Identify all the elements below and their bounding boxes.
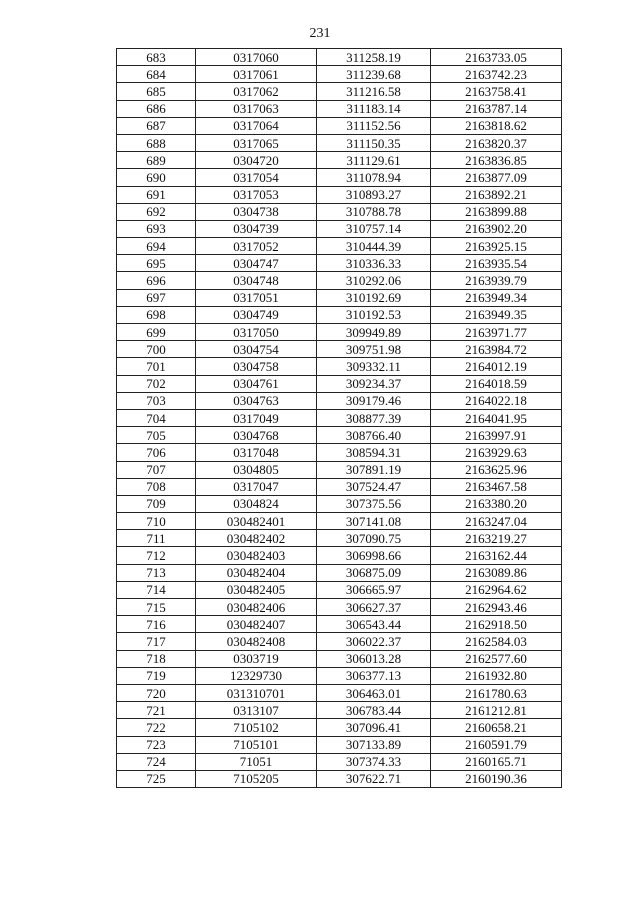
row-number-cell: 692: [117, 203, 196, 220]
point-id-cell: 0317065: [196, 134, 317, 151]
row-number-cell: 689: [117, 152, 196, 169]
x-coordinate-cell: 311129.61: [317, 152, 431, 169]
row-number-cell: 703: [117, 392, 196, 409]
y-coordinate-cell: 2163380.20: [431, 495, 562, 512]
point-id-cell: 0304749: [196, 306, 317, 323]
x-coordinate-cell: 309179.46: [317, 392, 431, 409]
point-id-cell: 0317063: [196, 100, 317, 117]
y-coordinate-cell: 2163935.54: [431, 255, 562, 272]
x-coordinate-cell: 307375.56: [317, 495, 431, 512]
y-coordinate-cell: 2161780.63: [431, 684, 562, 701]
y-coordinate-cell: 2160190.36: [431, 770, 562, 787]
y-coordinate-cell: 2163939.79: [431, 272, 562, 289]
y-coordinate-cell: 2163929.63: [431, 444, 562, 461]
row-number-cell: 719: [117, 667, 196, 684]
point-id-cell: 0304805: [196, 461, 317, 478]
coordinates-table: [116, 48, 562, 788]
y-coordinate-cell: 2163984.72: [431, 341, 562, 358]
x-coordinate-cell: 307096.41: [317, 719, 431, 736]
row-number-cell: 699: [117, 324, 196, 341]
table-row: [117, 427, 562, 444]
table-row: [117, 495, 562, 512]
x-coordinate-cell: 307622.71: [317, 770, 431, 787]
point-id-cell: 030482402: [196, 530, 317, 547]
x-coordinate-cell: 307524.47: [317, 478, 431, 495]
point-id-cell: 0317049: [196, 409, 317, 426]
x-coordinate-cell: 309234.37: [317, 375, 431, 392]
point-id-cell: 0304748: [196, 272, 317, 289]
point-id-cell: 0303719: [196, 650, 317, 667]
row-number-cell: 705: [117, 427, 196, 444]
y-coordinate-cell: 2163625.96: [431, 461, 562, 478]
y-coordinate-cell: 2163899.88: [431, 203, 562, 220]
y-coordinate-cell: 2162584.03: [431, 633, 562, 650]
row-number-cell: 721: [117, 702, 196, 719]
y-coordinate-cell: 2163247.04: [431, 513, 562, 530]
table-row: [117, 255, 562, 272]
row-number-cell: 702: [117, 375, 196, 392]
x-coordinate-cell: 311258.19: [317, 49, 431, 66]
y-coordinate-cell: 2160165.71: [431, 753, 562, 770]
point-id-cell: 7105205: [196, 770, 317, 787]
row-number-cell: 706: [117, 444, 196, 461]
y-coordinate-cell: 2163219.27: [431, 530, 562, 547]
table-row: [117, 684, 562, 701]
row-number-cell: 693: [117, 220, 196, 237]
table-row: [117, 478, 562, 495]
point-id-cell: 0317062: [196, 83, 317, 100]
x-coordinate-cell: 306463.01: [317, 684, 431, 701]
table-row: [117, 203, 562, 220]
table-row: [117, 616, 562, 633]
y-coordinate-cell: 2163902.20: [431, 220, 562, 237]
y-coordinate-cell: 2162964.62: [431, 581, 562, 598]
y-coordinate-cell: 2163742.23: [431, 66, 562, 83]
y-coordinate-cell: 2163997.91: [431, 427, 562, 444]
point-id-cell: 0304747: [196, 255, 317, 272]
point-id-cell: 12329730: [196, 667, 317, 684]
x-coordinate-cell: 310292.06: [317, 272, 431, 289]
y-coordinate-cell: 2163949.34: [431, 289, 562, 306]
x-coordinate-cell: 311152.56: [317, 117, 431, 134]
x-coordinate-cell: 307374.33: [317, 753, 431, 770]
row-number-cell: 704: [117, 409, 196, 426]
table-row: [117, 272, 562, 289]
table-row: [117, 186, 562, 203]
x-coordinate-cell: 308594.31: [317, 444, 431, 461]
point-id-cell: 0304720: [196, 152, 317, 169]
x-coordinate-cell: 310757.14: [317, 220, 431, 237]
x-coordinate-cell: 311150.35: [317, 134, 431, 151]
point-id-cell: 0304768: [196, 427, 317, 444]
y-coordinate-cell: 2164022.18: [431, 392, 562, 409]
point-id-cell: 0317061: [196, 66, 317, 83]
row-number-cell: 694: [117, 238, 196, 255]
point-id-cell: 0304763: [196, 392, 317, 409]
table-row: [117, 220, 562, 237]
table-row: [117, 117, 562, 134]
x-coordinate-cell: 310788.78: [317, 203, 431, 220]
row-number-cell: 683: [117, 49, 196, 66]
x-coordinate-cell: 307090.75: [317, 530, 431, 547]
table-row: [117, 753, 562, 770]
point-id-cell: 0317060: [196, 49, 317, 66]
y-coordinate-cell: 2164012.19: [431, 358, 562, 375]
point-id-cell: 0317064: [196, 117, 317, 134]
y-coordinate-cell: 2162918.50: [431, 616, 562, 633]
table-row: [117, 134, 562, 151]
table-row: [117, 152, 562, 169]
point-id-cell: 0317047: [196, 478, 317, 495]
row-number-cell: 700: [117, 341, 196, 358]
x-coordinate-cell: 306875.09: [317, 564, 431, 581]
table-row: [117, 547, 562, 564]
table-row: [117, 306, 562, 323]
y-coordinate-cell: 2163836.85: [431, 152, 562, 169]
x-coordinate-cell: 306543.44: [317, 616, 431, 633]
row-number-cell: 697: [117, 289, 196, 306]
y-coordinate-cell: 2164018.59: [431, 375, 562, 392]
row-number-cell: 711: [117, 530, 196, 547]
x-coordinate-cell: 310336.33: [317, 255, 431, 272]
x-coordinate-cell: 308766.40: [317, 427, 431, 444]
table-row: [117, 289, 562, 306]
point-id-cell: 0317053: [196, 186, 317, 203]
x-coordinate-cell: 306627.37: [317, 599, 431, 616]
row-number-cell: 685: [117, 83, 196, 100]
table-row: [117, 564, 562, 581]
point-id-cell: 0304739: [196, 220, 317, 237]
x-coordinate-cell: 311216.58: [317, 83, 431, 100]
row-number-cell: 701: [117, 358, 196, 375]
table-row: [117, 581, 562, 598]
point-id-cell: 030482408: [196, 633, 317, 650]
y-coordinate-cell: 2163877.09: [431, 169, 562, 186]
row-number-cell: 698: [117, 306, 196, 323]
row-number-cell: 687: [117, 117, 196, 134]
point-id-cell: 0304758: [196, 358, 317, 375]
point-id-cell: 7105102: [196, 719, 317, 736]
point-id-cell: 0317048: [196, 444, 317, 461]
row-number-cell: 720: [117, 684, 196, 701]
y-coordinate-cell: 2162577.60: [431, 650, 562, 667]
row-number-cell: 718: [117, 650, 196, 667]
row-number-cell: 716: [117, 616, 196, 633]
point-id-cell: 030482407: [196, 616, 317, 633]
table-row: [117, 461, 562, 478]
point-id-cell: 7105101: [196, 736, 317, 753]
y-coordinate-cell: 2163089.86: [431, 564, 562, 581]
table-row: [117, 238, 562, 255]
row-number-cell: 725: [117, 770, 196, 787]
page-number: 231: [309, 26, 331, 41]
table-row: [117, 719, 562, 736]
row-number-cell: 709: [117, 495, 196, 512]
table-row: [117, 702, 562, 719]
row-number-cell: 690: [117, 169, 196, 186]
y-coordinate-cell: 2162943.46: [431, 599, 562, 616]
table-row: [117, 633, 562, 650]
row-number-cell: 712: [117, 547, 196, 564]
table-row: [117, 341, 562, 358]
x-coordinate-cell: 309332.11: [317, 358, 431, 375]
row-number-cell: 724: [117, 753, 196, 770]
table-row: [117, 83, 562, 100]
table-row: [117, 375, 562, 392]
x-coordinate-cell: 306783.44: [317, 702, 431, 719]
row-number-cell: 713: [117, 564, 196, 581]
x-coordinate-cell: 310192.69: [317, 289, 431, 306]
point-id-cell: 0304738: [196, 203, 317, 220]
x-coordinate-cell: 310444.39: [317, 238, 431, 255]
table-row: [117, 513, 562, 530]
x-coordinate-cell: 310192.53: [317, 306, 431, 323]
point-id-cell: 030482403: [196, 547, 317, 564]
y-coordinate-cell: 2163162.44: [431, 547, 562, 564]
x-coordinate-cell: 310893.27: [317, 186, 431, 203]
y-coordinate-cell: 2163820.37: [431, 134, 562, 151]
x-coordinate-cell: 307133.89: [317, 736, 431, 753]
x-coordinate-cell: 306998.66: [317, 547, 431, 564]
row-number-cell: 696: [117, 272, 196, 289]
row-number-cell: 686: [117, 100, 196, 117]
x-coordinate-cell: 311078.94: [317, 169, 431, 186]
row-number-cell: 684: [117, 66, 196, 83]
row-number-cell: 688: [117, 134, 196, 151]
x-coordinate-cell: 306665.97: [317, 581, 431, 598]
point-id-cell: 0304824: [196, 495, 317, 512]
table-row: [117, 736, 562, 753]
table-row: [117, 599, 562, 616]
table-row: [117, 358, 562, 375]
table-row: [117, 324, 562, 341]
point-id-cell: 0304754: [196, 341, 317, 358]
table-row: [117, 650, 562, 667]
row-number-cell: 695: [117, 255, 196, 272]
point-id-cell: 030482401: [196, 513, 317, 530]
row-number-cell: 715: [117, 599, 196, 616]
x-coordinate-cell: 309949.89: [317, 324, 431, 341]
point-id-cell: 0304761: [196, 375, 317, 392]
x-coordinate-cell: 306022.37: [317, 633, 431, 650]
y-coordinate-cell: 2160591.79: [431, 736, 562, 753]
x-coordinate-cell: 306377.13: [317, 667, 431, 684]
row-number-cell: 722: [117, 719, 196, 736]
row-number-cell: 723: [117, 736, 196, 753]
y-coordinate-cell: 2163818.62: [431, 117, 562, 134]
y-coordinate-cell: 2163949.35: [431, 306, 562, 323]
point-id-cell: 0317054: [196, 169, 317, 186]
point-id-cell: 030482404: [196, 564, 317, 581]
x-coordinate-cell: 307141.08: [317, 513, 431, 530]
row-number-cell: 717: [117, 633, 196, 650]
table-row: [117, 444, 562, 461]
x-coordinate-cell: 311183.14: [317, 100, 431, 117]
table-row: [117, 66, 562, 83]
row-number-cell: 708: [117, 478, 196, 495]
row-number-cell: 691: [117, 186, 196, 203]
y-coordinate-cell: 2163758.41: [431, 83, 562, 100]
point-id-cell: 030482405: [196, 581, 317, 598]
table-row: [117, 392, 562, 409]
point-id-cell: 0317050: [196, 324, 317, 341]
row-number-cell: 710: [117, 513, 196, 530]
point-id-cell: 71051: [196, 753, 317, 770]
y-coordinate-cell: 2163787.14: [431, 100, 562, 117]
table-row: [117, 169, 562, 186]
x-coordinate-cell: 311239.68: [317, 66, 431, 83]
table-row: [117, 409, 562, 426]
coordinates-table-body: [117, 49, 562, 788]
point-id-cell: 0313107: [196, 702, 317, 719]
y-coordinate-cell: 2161932.80: [431, 667, 562, 684]
x-coordinate-cell: 308877.39: [317, 409, 431, 426]
point-id-cell: 030482406: [196, 599, 317, 616]
y-coordinate-cell: 2163925.15: [431, 238, 562, 255]
table-row: [117, 100, 562, 117]
table-row: [117, 49, 562, 66]
point-id-cell: 031310701: [196, 684, 317, 701]
y-coordinate-cell: 2164041.95: [431, 409, 562, 426]
y-coordinate-cell: 2160658.21: [431, 719, 562, 736]
table-row: [117, 667, 562, 684]
y-coordinate-cell: 2163467.58: [431, 478, 562, 495]
table-row: [117, 770, 562, 787]
y-coordinate-cell: 2163971.77: [431, 324, 562, 341]
x-coordinate-cell: 306013.28: [317, 650, 431, 667]
table-row: [117, 530, 562, 547]
y-coordinate-cell: 2163892.21: [431, 186, 562, 203]
y-coordinate-cell: 2163733.05: [431, 49, 562, 66]
y-coordinate-cell: 2161212.81: [431, 702, 562, 719]
x-coordinate-cell: 307891.19: [317, 461, 431, 478]
point-id-cell: 0317052: [196, 238, 317, 255]
point-id-cell: 0317051: [196, 289, 317, 306]
x-coordinate-cell: 309751.98: [317, 341, 431, 358]
row-number-cell: 707: [117, 461, 196, 478]
row-number-cell: 714: [117, 581, 196, 598]
